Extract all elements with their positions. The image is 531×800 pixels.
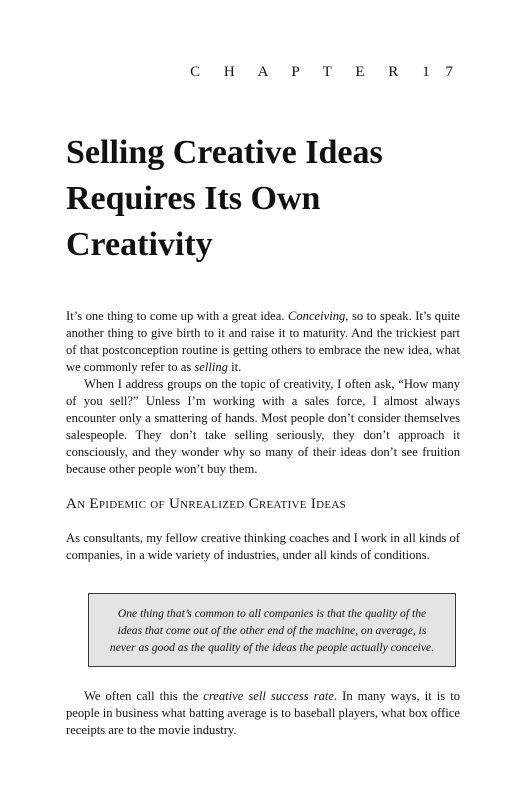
- pull-quote-box: [88, 593, 456, 667]
- pull-quote-line-1: One thing that’s common to all companies is that the quality of the: [117, 606, 427, 620]
- pull-quote-line-2: ideas that come out of the other end of the machine, on average, is: [117, 623, 427, 637]
- chapter-header: [190, 64, 459, 81]
- closing-paragraph: [66, 688, 460, 739]
- intro-text: [66, 308, 460, 478]
- closing-text: [66, 688, 460, 739]
- title-line-2: Requires Its Own: [66, 180, 321, 217]
- closing-text-a: We often call this the: [84, 689, 204, 703]
- intro-paragraph-2: When I address groups on the topic of creativity, I often ask, “How many of you sell?” Unless I’m working with a sales force, I almost always encounter only a smattering of hands. Most people don’t consider themselves salespeople. They don’t take selling seriously, they don’t approach it consciously, and they wonder why so many of their ideas don’t see fruition because other people won’t buy them.: [66, 377, 460, 476]
- pull-quote-line-3: never as good as the quality of the ideas the people actually conceive.: [109, 640, 435, 654]
- intro-paragraph-1: [66, 308, 460, 376]
- intro-p1-text-b: so to speak. It’s quite another thing to give birth to it and raise it to maturity. And the trickiest part of that postconception routine is getting others to embrace the new idea, what we commonly refer to as: [66, 309, 460, 374]
- pull-quote-text: [110, 605, 434, 656]
- section-heading: [66, 496, 346, 513]
- intro-p1-text-a: It’s one thing to come up with a great idea.: [66, 309, 288, 323]
- section-paragraph: As consultants, my fellow creative thinking coaches and I work in all kinds of companies, in a wide variety of industries, under all kinds of conditions.: [66, 531, 460, 562]
- section-text: [66, 530, 460, 564]
- section-heading-text: An Epidemic of Unrealized Creative Ideas: [66, 496, 347, 512]
- title-line-3: Creativity: [66, 226, 213, 263]
- chapter-title: [66, 130, 466, 268]
- intro-p1-emphasis-conceiving: Conceiving,: [287, 309, 349, 323]
- intro-p1-text-c: it.: [227, 360, 242, 374]
- title-line-1: Selling Creative Ideas: [66, 134, 383, 171]
- intro-p1-emphasis-selling: selling: [194, 360, 228, 374]
- closing-text-b: In many ways, it is to people in business what batting average is to baseball players, what box office receipts are to the movie industry.: [66, 689, 460, 737]
- closing-emphasis: creative sell success rate.: [203, 689, 338, 703]
- chapter-number: 1 7: [422, 64, 459, 80]
- chapter-label: C H A P T E R: [190, 64, 409, 80]
